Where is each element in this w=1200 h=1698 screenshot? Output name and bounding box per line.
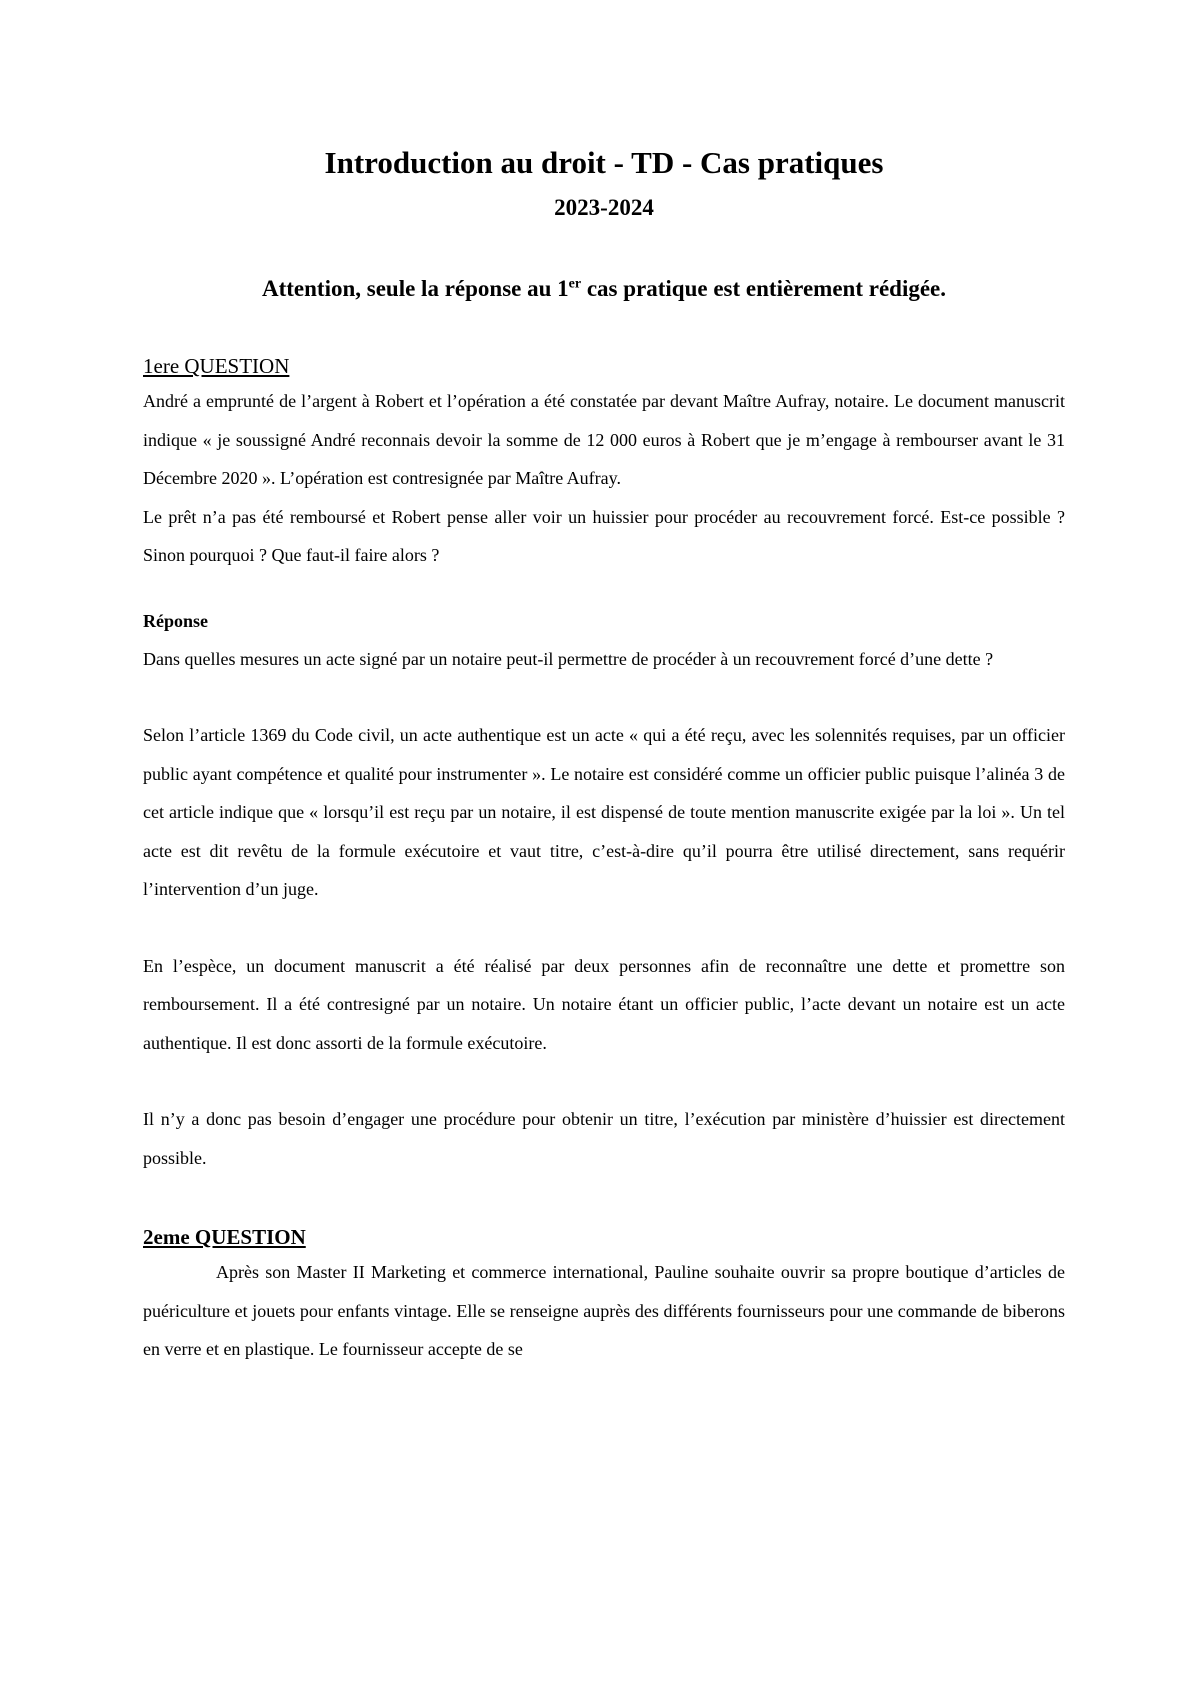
notice-text-start: Attention, seule la réponse au 1: [261, 276, 569, 301]
question-2-statement: Après son Master II Marketing et commerce international, Pauline souhaite ouvrir sa propre boutique d’articles de puériculture et jouets pour enfants vintage. Elle se renseigne auprès des différents fournisseurs pour une commande de biberons en verre et en plastique. Le fournisseur accepte de se: [143, 1262, 1065, 1359]
question-1-statement-p2: Le prêt n’a pas été remboursé et Robert pense aller voir un huissier pour procéder au recouvrement forcé. Est-ce possible ? Sinon pourquoi ? Que faut-il faire alors ?: [143, 506, 1065, 565]
notice: [143, 272, 1065, 306]
answer-label: Réponse: [143, 610, 209, 631]
question-1-statement-p1: André a emprunté de l’argent à Robert et l’opération a été constatée par devant Maître Aufray, notaire. Le document manuscrit indique « je soussigné André reconnais devoir la somme de 12 000 euros à Robert que je m’engage à rembourser avant le 31 Décembre 2020 ». L’opération est contresignée par Maître Aufray.: [143, 391, 1065, 488]
paragraph-gap: [143, 678, 1065, 716]
academic-year: 2023-2024: [554, 195, 654, 220]
document-content: [143, 140, 1065, 1369]
question-2-heading: 2eme QUESTION: [143, 1225, 306, 1249]
document-title: Introduction au droit - TD - Cas pratiques: [324, 145, 884, 180]
answer-problem: Dans quelles mesures un acte signé par un notaire peut-il permettre de procéder à un recouvrement forcé d’une dette ?: [143, 648, 994, 669]
answer-conclusion: Il n’y a donc pas besoin d’engager une procédure pour obtenir un titre, l’exécution par ministère d’huissier est directement possible.: [143, 1109, 1065, 1168]
answer-rule: Selon l’article 1369 du Code civil, un acte authentique est un acte « qui a été reçu, avec les solennités requises, par un officier public ayant compétence et qualité pour instrumenter ». Le notaire est considéré comme un officier public puisque l’alinéa 3 de cet article indique que « lorsqu’il est reçu par un notaire, il est dispensé de toute mention manuscrite exigée par la loi ». Un tel acte est dit revêtu de la formule exécutoire et vaut titre, c’est-à-dire qu’il pourra être utilisé directement, sans requérir l’intervention d’un juge.: [143, 725, 1065, 899]
paragraph-gap: [143, 1062, 1065, 1100]
answer-application: En l’espèce, un document manuscrit a été réalisé par deux personnes afin de reconnaître une dette et promettre son remboursement. Il a été contresigné par un notaire. Un notaire étant un officier public, l’acte devant un notaire est un acte authentique. Il est donc assorti de la formule exécutoire.: [143, 955, 1065, 1053]
paragraph-gap: [143, 909, 1065, 947]
question-1-heading: 1ere QUESTION: [143, 354, 290, 378]
notice-text-end: cas pratique est entièrement rédigée.: [581, 276, 947, 301]
notice-superscript: er: [568, 276, 582, 292]
